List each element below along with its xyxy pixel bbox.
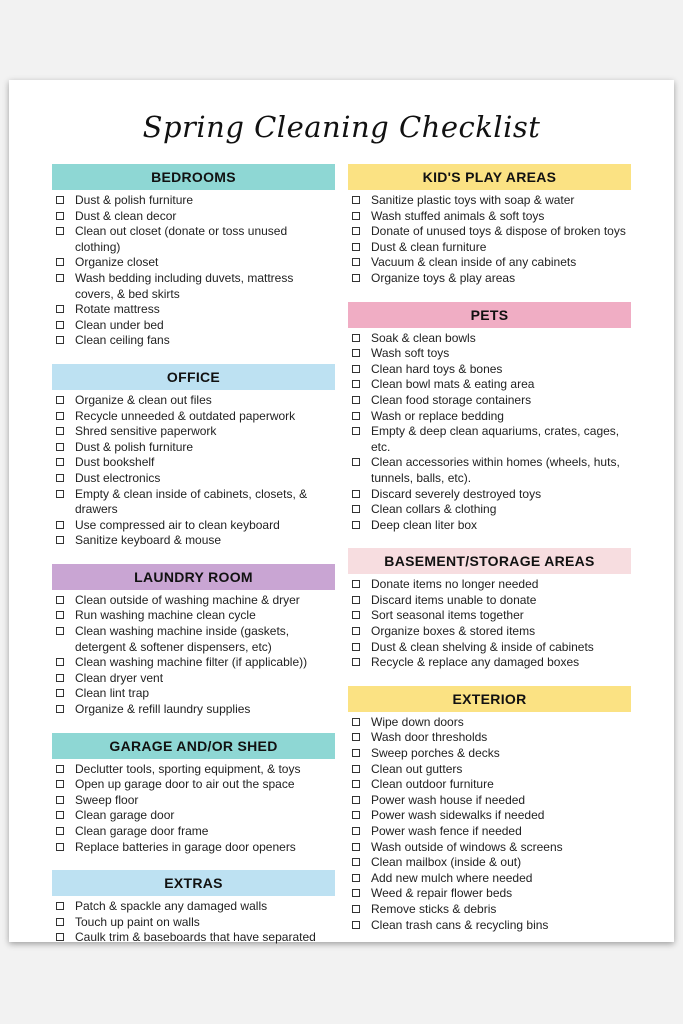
checklist-item-label: Run washing machine clean cycle: [75, 608, 256, 623]
checklist-item: [52, 608, 335, 624]
checkbox-icon[interactable]: [56, 474, 64, 482]
section-header: PETS: [348, 302, 631, 328]
checklist: [52, 593, 335, 718]
checklist-item-label: Power wash house if needed: [371, 792, 526, 807]
section-basement-storage-areas: [348, 548, 631, 671]
checklist-item-label: Organize toys & play areas: [371, 270, 516, 285]
checklist-item-label: Clean out closet (donate or toss unused clothing): [75, 224, 288, 254]
checkbox-icon[interactable]: [56, 321, 64, 329]
checklist-item-label: Recycle unneeded & outdated paperwork: [75, 408, 296, 423]
checklist-item-label: Declutter tools, sporting equipment, & toys: [75, 761, 301, 776]
checklist-item: [348, 918, 631, 934]
checklist-item-label: Remove sticks & debris: [371, 901, 497, 916]
checklist-sheet: [9, 80, 674, 945]
checklist-item-label: Wash bedding including duvets, mattress covers, & bed skirts: [75, 270, 294, 301]
checklist-item: [348, 840, 631, 856]
checklist-item: [348, 209, 631, 225]
checklist-item: [52, 808, 335, 824]
checklist-item: [348, 502, 631, 518]
checklist-item-label: Discard severely destroyed toys: [371, 486, 542, 501]
checkbox-icon[interactable]: [56, 674, 64, 682]
checklist-item: [52, 455, 335, 471]
checklist-item-label: Open up garage door to air out the space: [75, 777, 295, 792]
checklist-item: [348, 224, 631, 240]
checklist-item: [52, 762, 335, 778]
checkbox-icon[interactable]: [56, 902, 64, 910]
checkbox-icon[interactable]: [56, 258, 64, 266]
checklist-item: [52, 487, 335, 518]
checkbox-icon[interactable]: [56, 765, 64, 773]
checklist-item-label: Wash stuffed animals & soft toys: [371, 208, 545, 223]
checklist-item: [52, 271, 335, 302]
checkbox-icon[interactable]: [56, 658, 64, 666]
checklist-item: [52, 393, 335, 409]
section-header: BASEMENT/STORAGE AREAS: [348, 548, 631, 574]
checkbox-icon[interactable]: [352, 780, 360, 788]
checklist-item: [52, 409, 335, 425]
checklist-item-label: Sweep porches & decks: [371, 746, 500, 761]
checkbox-icon[interactable]: [352, 827, 360, 835]
checklist-item-label: Wash door thresholds: [371, 730, 488, 745]
checklist-item-label: Dust & polish furniture: [75, 193, 194, 207]
checklist-item: [52, 193, 335, 209]
checkbox-icon[interactable]: [56, 843, 64, 851]
section-garage-and-or-shed: [52, 733, 335, 856]
checklist-item-label: Clean trash cans & recycling bins: [371, 917, 549, 932]
section-header: OFFICE: [52, 364, 335, 390]
checkbox-icon[interactable]: [352, 811, 360, 819]
checkbox-icon[interactable]: [352, 733, 360, 741]
checklist-item-label: Discard items unable to donate: [371, 592, 537, 607]
checklist-item: [348, 730, 631, 746]
checklist-item: [52, 624, 335, 655]
checklist-item-label: Soak & clean bowls: [371, 330, 476, 345]
page-title: Spring Cleaning Checklist: [142, 110, 541, 144]
checklist-item: [348, 255, 631, 271]
checklist-item-label: Shred sensitive paperwork: [75, 424, 217, 439]
checklist-item-label: Wipe down doors: [371, 714, 464, 729]
checklist-item-label: Caulk trim & baseboards that have separated: [75, 930, 316, 945]
checklist-item: [348, 409, 631, 425]
checkbox-icon[interactable]: [56, 611, 64, 619]
checklist-item-label: Empty & deep clean aquariums, crates, cages, etc.: [371, 424, 620, 454]
checkbox-icon[interactable]: [352, 212, 360, 220]
checkbox-icon[interactable]: [56, 705, 64, 713]
section-laundry-room: [52, 564, 335, 718]
checkbox-icon[interactable]: [352, 196, 360, 204]
checkbox-icon[interactable]: [352, 921, 360, 929]
checklist-item: [52, 255, 335, 271]
checklist-item: [348, 871, 631, 887]
checklist-item-label: Clean collars & clothing: [371, 502, 497, 517]
checklist-item: [52, 209, 335, 225]
section-kid-s-play-areas: [348, 164, 631, 287]
section-header: EXTERIOR: [348, 686, 631, 712]
checklist-item-label: Clean bowl mats & eating area: [371, 377, 535, 392]
checklist-item: [52, 702, 335, 718]
checklist-item: [348, 240, 631, 256]
checklist-item: [348, 746, 631, 762]
checkbox-icon[interactable]: [352, 427, 360, 435]
checklist: [348, 193, 631, 287]
checkbox-icon[interactable]: [352, 905, 360, 913]
checklist-item-label: Dust & polish furniture: [75, 439, 194, 454]
checklist-item-label: Clean washing machine filter (if applicable)): [75, 655, 308, 670]
checklist-item-label: Use compressed air to clean keyboard: [75, 517, 280, 532]
section-bedrooms: [52, 164, 335, 349]
checklist-item-label: Power wash fence if needed: [371, 824, 522, 838]
checklist: [52, 393, 335, 549]
checklist-item-label: Deep clean liter box: [371, 517, 478, 532]
checklist-item-label: Replace batteries in garage door openers: [75, 839, 296, 854]
checkbox-icon[interactable]: [352, 749, 360, 757]
checklist: [52, 899, 335, 946]
checklist-item-label: Donate items no longer needed: [371, 577, 539, 592]
checklist-item: [348, 377, 631, 393]
checkbox-icon[interactable]: [56, 811, 64, 819]
checklist-item-label: Touch up paint on walls: [75, 914, 200, 929]
checklist-item-label: Clean garage door: [75, 808, 175, 823]
checklist-item: [348, 640, 631, 656]
checklist-item: [52, 333, 335, 349]
checkbox-icon[interactable]: [56, 212, 64, 220]
checklist-item-label: Organize & refill laundry supplies: [75, 702, 251, 717]
checkbox-icon[interactable]: [352, 596, 360, 604]
checklist-item-label: Clean garage door frame: [75, 824, 209, 838]
checkbox-icon[interactable]: [56, 918, 64, 926]
checklist-item: [52, 424, 335, 440]
checklist-item: [348, 855, 631, 871]
checklist-item: [348, 608, 631, 624]
checklist-item: [348, 824, 631, 840]
checklist: [348, 331, 631, 534]
section-header: BEDROOMS: [52, 164, 335, 190]
checkbox-icon[interactable]: [352, 718, 360, 726]
checkbox-icon[interactable]: [352, 412, 360, 420]
checkbox-icon[interactable]: [56, 274, 64, 282]
checklist-item: [52, 671, 335, 687]
checklist-item-label: Add new mulch where needed: [371, 870, 533, 885]
checklist-item: [348, 271, 631, 287]
checkbox-icon[interactable]: [56, 305, 64, 313]
checklist-item-label: Clean washing machine inside (gaskets, detergent & softener dispensers, etc): [75, 624, 290, 654]
checklist-item-label: Organize & clean out files: [75, 392, 212, 407]
checkbox-icon[interactable]: [56, 412, 64, 420]
checkbox-icon[interactable]: [352, 380, 360, 388]
checkbox-icon[interactable]: [56, 796, 64, 804]
checkbox-icon[interactable]: [352, 580, 360, 588]
checklist-item-label: Rotate mattress: [75, 302, 160, 317]
checklist-item-label: Empty & clean inside of cabinets, closets, & drawers: [75, 486, 308, 517]
checklist-item-label: Donate of unused toys & dispose of broken toys: [371, 224, 626, 239]
checkbox-icon[interactable]: [352, 796, 360, 804]
checklist-item-label: Wash outside of windows & screens: [371, 839, 563, 854]
checklist-item: [52, 840, 335, 856]
checklist-item-label: Weed & repair flower beds: [371, 886, 513, 901]
checklist-item-label: Clean mailbox (inside & out): [371, 855, 522, 870]
checkbox-icon[interactable]: [352, 334, 360, 342]
checkbox-icon[interactable]: [56, 827, 64, 835]
checkbox-icon[interactable]: [352, 658, 360, 666]
checklist-item: [52, 224, 335, 255]
checklist-item: [52, 777, 335, 793]
checklist-item: [348, 487, 631, 503]
checkbox-icon[interactable]: [352, 643, 360, 651]
checklist-item: [348, 902, 631, 918]
checklist-item: [52, 915, 335, 931]
section-header: GARAGE AND/OR SHED: [52, 733, 335, 759]
checklist-item-label: Dust electronics: [75, 470, 161, 485]
checklist: [348, 577, 631, 671]
checklist-item-label: Sweep floor: [75, 792, 139, 807]
checkbox-icon[interactable]: [352, 227, 360, 235]
section-header: EXTRAS: [52, 870, 335, 896]
checkbox-icon[interactable]: [56, 458, 64, 466]
checkbox-icon[interactable]: [56, 689, 64, 697]
checklist-item-label: Clean ceiling fans: [75, 333, 170, 348]
left-column: [52, 164, 335, 946]
section-pets: [348, 302, 631, 534]
checklist-item: [348, 193, 631, 209]
checkbox-icon[interactable]: [352, 396, 360, 404]
checklist-item-label: Dust & clean shelving & inside of cabinets: [371, 639, 594, 654]
checklist-item: [348, 886, 631, 902]
section-extras: [52, 870, 335, 946]
checkbox-icon[interactable]: [352, 365, 360, 373]
checkbox-icon[interactable]: [352, 258, 360, 266]
checklist-item-label: Wash or replace bedding: [371, 408, 504, 423]
checklist-item: [348, 424, 631, 455]
checklist-item-label: Organize closet: [75, 255, 159, 270]
checklist-item: [348, 518, 631, 534]
checkbox-icon[interactable]: [352, 243, 360, 251]
checklist-item: [348, 655, 631, 671]
checklist-item-label: Sort seasonal items together: [371, 608, 524, 623]
checkbox-icon[interactable]: [56, 536, 64, 544]
checkbox-icon[interactable]: [352, 274, 360, 282]
checklist-item-label: Dust & clean furniture: [371, 239, 487, 254]
checklist-item: [348, 777, 631, 793]
checklist-item: [52, 533, 335, 549]
checkbox-icon[interactable]: [352, 858, 360, 866]
checkbox-icon[interactable]: [56, 521, 64, 529]
checklist-item: [348, 577, 631, 593]
checkbox-icon[interactable]: [352, 490, 360, 498]
section-exterior: [348, 686, 631, 933]
checklist-item-label: Sanitize keyboard & mouse: [75, 533, 222, 548]
checklist-item: [348, 331, 631, 347]
checklist: [52, 762, 335, 856]
checklist-item: [348, 393, 631, 409]
checklist: [348, 715, 631, 933]
checkbox-icon[interactable]: [56, 780, 64, 788]
checklist-item: [52, 318, 335, 334]
checklist-item-label: Clean food storage containers: [371, 392, 532, 407]
checkbox-icon[interactable]: [352, 521, 360, 529]
checklist-item: [348, 808, 631, 824]
checklist-item: [348, 362, 631, 378]
checkbox-icon[interactable]: [352, 611, 360, 619]
checklist-item-label: Clean hard toys & bones: [371, 361, 503, 376]
section-office: [52, 364, 335, 549]
checkbox-icon[interactable]: [56, 443, 64, 451]
checkbox-icon[interactable]: [352, 505, 360, 513]
checklist-item-label: Patch & spackle any damaged walls: [75, 899, 268, 914]
checklist-item: [52, 593, 335, 609]
checklist-item-label: Vacuum & clean inside of any cabinets: [371, 255, 577, 270]
checkbox-icon[interactable]: [56, 490, 64, 498]
checkbox-icon[interactable]: [352, 843, 360, 851]
checklist-item-label: Clean dryer vent: [75, 670, 164, 685]
checklist-item: [348, 455, 631, 486]
checklist-item: [52, 930, 335, 946]
checklist-item: [52, 302, 335, 318]
checkbox-icon[interactable]: [352, 889, 360, 897]
checklist-item: [52, 899, 335, 915]
checkbox-icon[interactable]: [56, 427, 64, 435]
checkbox-icon[interactable]: [56, 196, 64, 204]
section-header: LAUNDRY ROOM: [52, 564, 335, 590]
checklist-item-label: Power wash sidewalks if needed: [371, 808, 545, 823]
checklist-item-label: Recycle & replace any damaged boxes: [371, 655, 580, 670]
checklist-item-label: Clean outdoor furniture: [371, 777, 494, 792]
checklist-item-label: Clean outside of washing machine & dryer: [75, 592, 300, 607]
checkbox-icon[interactable]: [352, 458, 360, 466]
checklist-item: [52, 518, 335, 534]
right-column: [348, 164, 631, 933]
checklist: [52, 193, 335, 349]
checklist-item: [52, 686, 335, 702]
checkbox-icon[interactable]: [56, 627, 64, 635]
checklist-item: [348, 762, 631, 778]
checkbox-icon[interactable]: [352, 765, 360, 773]
checkbox-icon[interactable]: [56, 336, 64, 344]
checklist-item: [52, 440, 335, 456]
checklist-item-label: Clean lint trap: [75, 686, 150, 701]
checklist-item-label: Dust & clean decor: [75, 208, 177, 223]
checkbox-icon[interactable]: [56, 933, 64, 941]
checklist-item: [52, 824, 335, 840]
checklist-item-label: Wash soft toys: [371, 346, 450, 361]
checklist-item: [348, 346, 631, 362]
checkbox-icon[interactable]: [56, 596, 64, 604]
checklist-item: [348, 715, 631, 731]
checklist-item: [348, 624, 631, 640]
checklist-item-label: Clean out gutters: [371, 761, 463, 776]
checkbox-icon[interactable]: [352, 627, 360, 635]
checklist-item: [52, 471, 335, 487]
checklist-item-label: Clean accessories within homes (wheels, huts, tunnels, balls, etc).: [371, 455, 620, 485]
checkbox-icon[interactable]: [352, 349, 360, 357]
checklist-item: [348, 593, 631, 609]
checklist-item: [348, 793, 631, 809]
checklist-item-label: Sanitize plastic toys with soap & water: [371, 193, 575, 207]
checklist-item-label: Organize boxes & stored items: [371, 624, 536, 639]
checklist-item: [52, 655, 335, 671]
checklist-item: [52, 793, 335, 809]
checklist-item-label: Clean under bed: [75, 317, 164, 332]
checkbox-icon[interactable]: [56, 227, 64, 235]
section-header: KID'S PLAY AREAS: [348, 164, 631, 190]
checkbox-icon[interactable]: [352, 874, 360, 882]
checklist-item-label: Dust bookshelf: [75, 455, 155, 470]
checkbox-icon[interactable]: [56, 396, 64, 404]
